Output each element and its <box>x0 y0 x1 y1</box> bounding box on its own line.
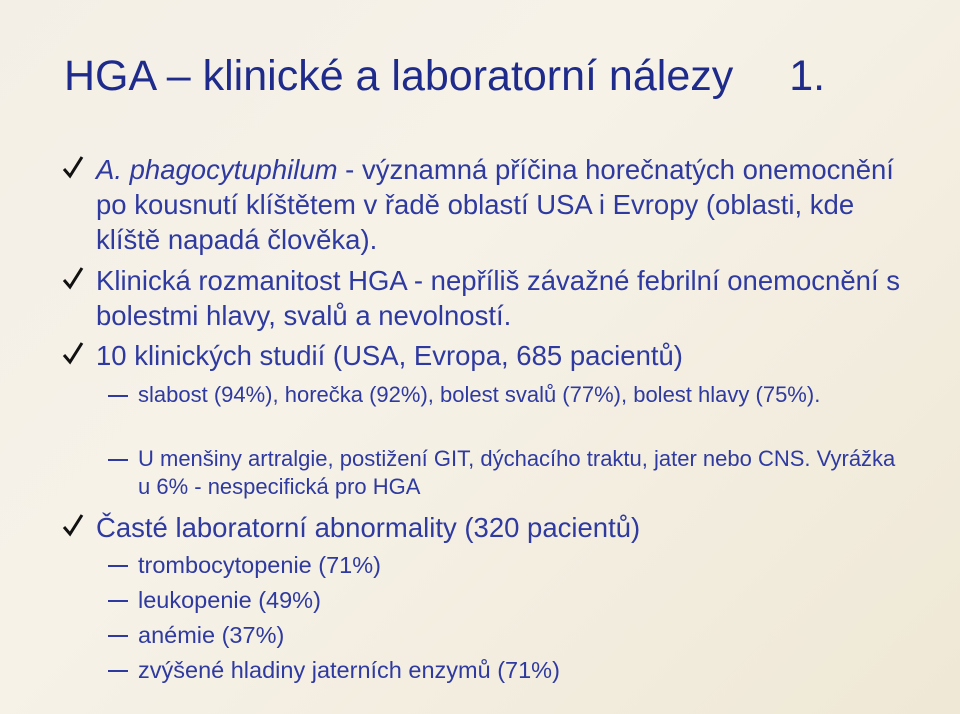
sub-bullet-item <box>138 381 898 409</box>
dash-icon <box>108 395 128 397</box>
bullet-item <box>96 152 916 257</box>
sub-bullet-item <box>138 445 898 501</box>
checkmark-icon <box>62 154 84 180</box>
sub-bullet-item <box>138 551 898 579</box>
dash-icon <box>108 459 128 461</box>
slide-title <box>64 50 825 102</box>
sub-bullet-item <box>138 621 898 649</box>
slide-title-text: HGA – klinické a laboratorní nálezy <box>64 52 734 100</box>
bullet-text: Klinická rozmanitost HGA - nepříliš závažné febrilní onemocnění s bolestmi hlavy, svalů a nevolností. <box>96 265 900 331</box>
slide-title-number: 1. <box>789 52 826 100</box>
bullet-italic-text: A. phagocytuphilum <box>96 154 338 185</box>
sub-bullet-text: slabost (94%), horečka (92%), bolest svalů (77%), bolest hlavy (75%). <box>138 382 821 407</box>
bullet-text: 10 klinických studií (USA, Evropa, 685 pacientů) <box>96 340 683 371</box>
dash-icon <box>108 565 128 567</box>
checkmark-icon <box>62 512 84 538</box>
sub-bullet-item <box>138 586 898 614</box>
sub-bullet-text: zvýšené hladiny jaterních enzymů (71%) <box>138 657 560 683</box>
bullet-item <box>96 263 916 333</box>
sub-bullet-text: leukopenie (49%) <box>138 587 321 613</box>
dash-icon <box>108 600 128 602</box>
dash-icon <box>108 635 128 637</box>
sub-bullet-text: U menšiny artralgie, postižení GIT, dýchacího traktu, jater nebo CNS. Vyrážka u 6% - nespecifická pro HGA <box>138 446 896 499</box>
bullet-item <box>96 510 916 545</box>
checkmark-icon <box>62 265 84 291</box>
bullet-text: Časté laboratorní abnormality (320 pacientů) <box>96 512 641 543</box>
sub-bullet-text: trombocytopenie (71%) <box>138 552 381 578</box>
checkmark-icon <box>62 340 84 366</box>
sub-bullet-text: anémie (37%) <box>138 622 285 648</box>
sub-bullet-item <box>138 656 898 684</box>
bullet-item <box>96 338 916 373</box>
dash-icon <box>108 670 128 672</box>
bullet-text: - významná příčina horečnatých onemocnění po kousnutí klíštětem v řadě oblastí USA i Evropy (oblasti, kde klíště napadá člověka). <box>96 154 894 255</box>
